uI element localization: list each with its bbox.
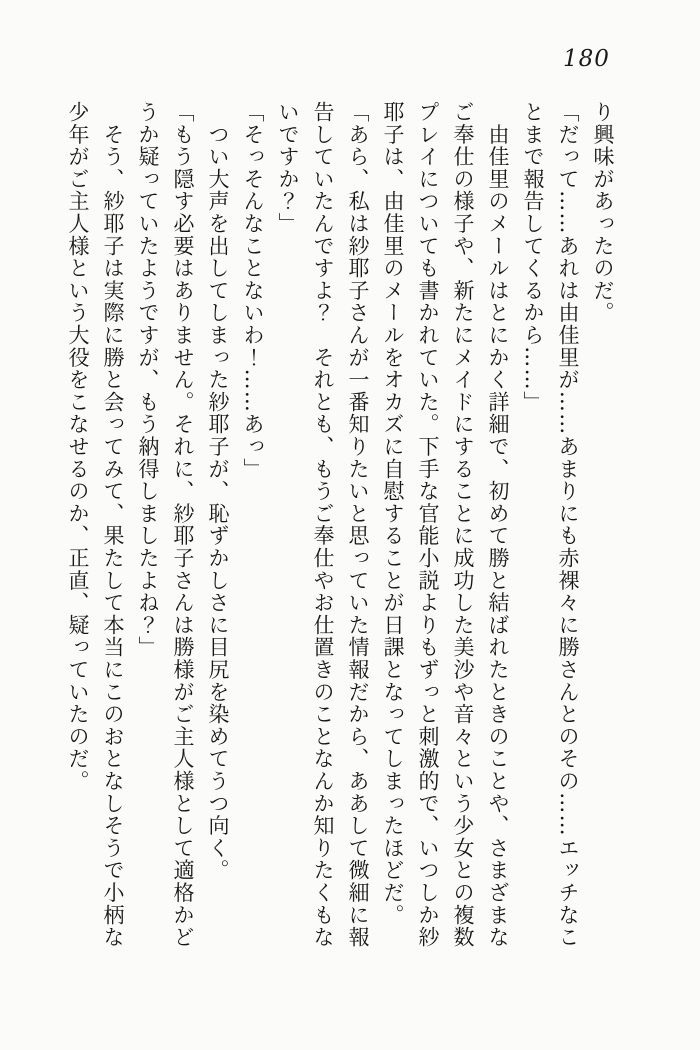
text-line: プレイについても書かれていた。下手な官能小説よりもずっと刺激的で、いつしか紗 bbox=[416, 101, 440, 949]
text-line: 「だって……あれは由佳里が……あまりにも赤裸々に勝さんとのその……エッチなこ bbox=[556, 101, 580, 949]
text-line: ご奉仕の様子や、新たにメイドにすることに成功した美沙や音々という少女との複数 bbox=[451, 101, 475, 949]
text-line: 「あら、私は紗耶子さんが一番知りたいと思っていた情報だから、ああして微細に報 bbox=[346, 101, 370, 949]
text-line: 告していたんですよ？ それとも、もうご奉仕やお仕置きのことなんか知りたくもな bbox=[311, 101, 335, 949]
text-line: 由佳里のメールはとにかく詳細で、初めて勝と結ばれたときのことや、さまざまな bbox=[486, 101, 510, 949]
text-line: とまで報告してくるから……」 bbox=[521, 101, 545, 414]
text-line: つい大声を出してしまった紗耶子が、恥ずかしさに目尻を染めてうつ向く。 bbox=[206, 101, 230, 882]
text-line: いですか？」 bbox=[276, 101, 300, 235]
text-line: 「そっそんなことないわ！……あっ」 bbox=[241, 101, 265, 481]
text-line: そう、紗耶子は実際に勝と会ってみて、果たして本当にこのおとなしそうで小柄な bbox=[101, 101, 125, 949]
text-line: うか疑っていたようですが、もう納得しましたよね？」 bbox=[136, 101, 160, 659]
text-line: 「もう隠す必要はありません。それに、紗耶子さんは勝様がご主人様として適格かど bbox=[171, 101, 195, 949]
page-number: 180 bbox=[563, 46, 610, 72]
text-line: 少年がご主人様という大役をこなせるのか、正直、疑っていたのだ。 bbox=[66, 101, 90, 793]
text-line: り興味があったのだ。 bbox=[591, 101, 615, 324]
text-line: 耶子は、由佳里のメールをオカズに自慰することが日課となってしまったほどだ。 bbox=[381, 101, 405, 927]
page-text bbox=[60, 101, 620, 953]
